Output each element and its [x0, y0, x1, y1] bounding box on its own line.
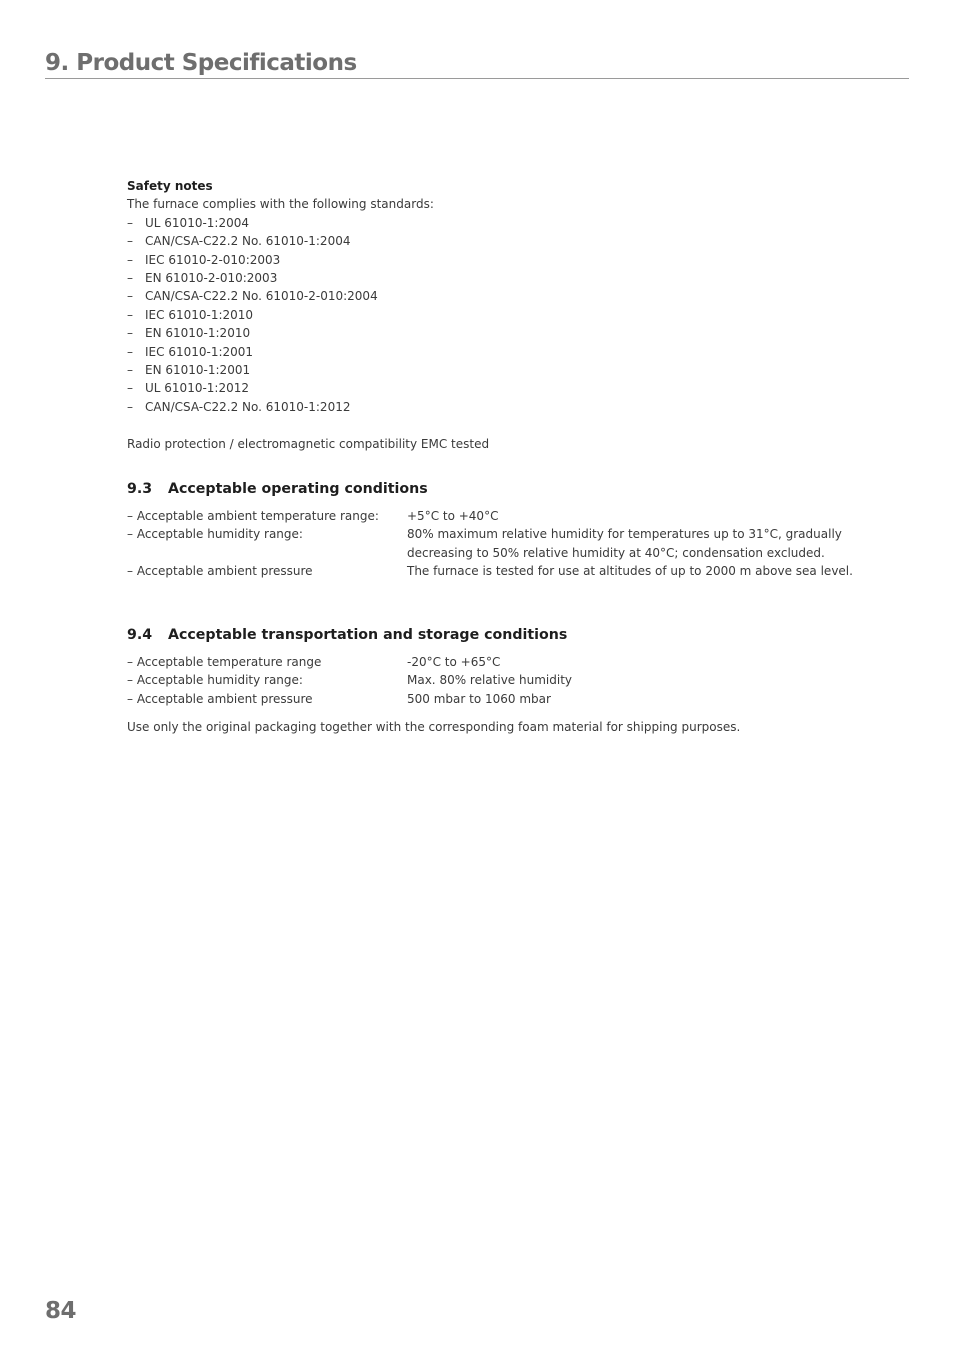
dash-bullet: – — [127, 215, 133, 230]
section-title: Acceptable transportation and storage conditions — [168, 626, 568, 643]
section-heading-transport — [127, 625, 887, 645]
list-item: – EN 61010-1:2001 — [127, 361, 887, 379]
condition-label: – Acceptable humidity range: — [127, 527, 303, 542]
page-number: 84 — [45, 1298, 77, 1324]
condition-label: – Acceptable temperature range — [127, 654, 322, 669]
table-row — [127, 562, 887, 580]
condition-value: 500 mbar to 1060 mbar — [407, 691, 551, 706]
dash-bullet: – — [127, 234, 133, 249]
title-divider — [45, 78, 909, 79]
condition-value: 80% maximum relative humidity for temperatures up to 31°C, gradually decreasing to 50% relative humidity at 40°C; condensation excluded. — [407, 527, 842, 560]
condition-label: – Acceptable humidity range: — [127, 673, 303, 688]
dash-bullet: – — [127, 289, 133, 304]
table-row — [127, 690, 887, 708]
page-title: 9. Product Specifications — [45, 50, 357, 76]
condition-label: – Acceptable ambient pressure — [127, 564, 313, 579]
dash-bullet: – — [127, 307, 133, 322]
condition-value: Max. 80% relative humidity — [407, 673, 572, 688]
condition-label: – Acceptable ambient pressure — [127, 691, 313, 706]
list-item: – IEC 61010-1:2001 — [127, 343, 887, 361]
list-item: – UL 61010-1:2004 — [127, 214, 887, 232]
list-item: – CAN/CSA-C22.2 No. 61010-1:2012 — [127, 398, 887, 416]
dash-bullet: – — [127, 271, 133, 286]
section-heading-operating — [127, 479, 887, 499]
operating-conditions-table — [127, 507, 887, 581]
table-row — [127, 525, 887, 562]
table-row — [127, 653, 887, 671]
list-item: – EN 61010-1:2010 — [127, 324, 887, 342]
safety-notes-heading: Safety notes — [127, 179, 213, 193]
transport-conditions-table — [127, 653, 887, 708]
table-row — [127, 671, 887, 689]
condition-value: The furnace is tested for use at altitudes of up to 2000 m above sea level. — [407, 564, 853, 579]
dash-bullet: – — [127, 344, 133, 359]
page-content — [127, 177, 887, 736]
section-title: Acceptable operating conditions — [168, 481, 428, 498]
section-number: 9.3 — [127, 481, 153, 498]
table-row — [127, 507, 887, 525]
dash-bullet: – — [127, 326, 133, 341]
safety-intro: The furnace complies with the following standards: — [127, 197, 434, 212]
dash-bullet: – — [127, 252, 133, 267]
emc-note: Radio protection / electromagnetic compatibility EMC tested — [127, 436, 490, 451]
list-item: – IEC 61010-1:2010 — [127, 306, 887, 324]
dash-bullet: – — [127, 399, 133, 414]
dash-bullet: – — [127, 381, 133, 396]
section-number: 9.4 — [127, 626, 153, 643]
dash-bullet: – — [127, 363, 133, 378]
shipping-note: Use only the original packaging together with the corresponding foam material for shipping purposes. — [127, 719, 741, 734]
condition-value: +5°C to +40°C — [407, 509, 499, 524]
list-item: – UL 61010-1:2012 — [127, 379, 887, 397]
list-item: – EN 61010-2-010:2003 — [127, 269, 887, 287]
list-item: – IEC 61010-2-010:2003 — [127, 251, 887, 269]
list-item: – CAN/CSA-C22.2 No. 61010-2-010:2004 — [127, 287, 887, 305]
condition-value: -20°C to +65°C — [407, 654, 501, 669]
list-item: – CAN/CSA-C22.2 No. 61010-1:2004 — [127, 232, 887, 250]
condition-label: – Acceptable ambient temperature range: — [127, 509, 379, 524]
standards-list — [127, 214, 887, 416]
